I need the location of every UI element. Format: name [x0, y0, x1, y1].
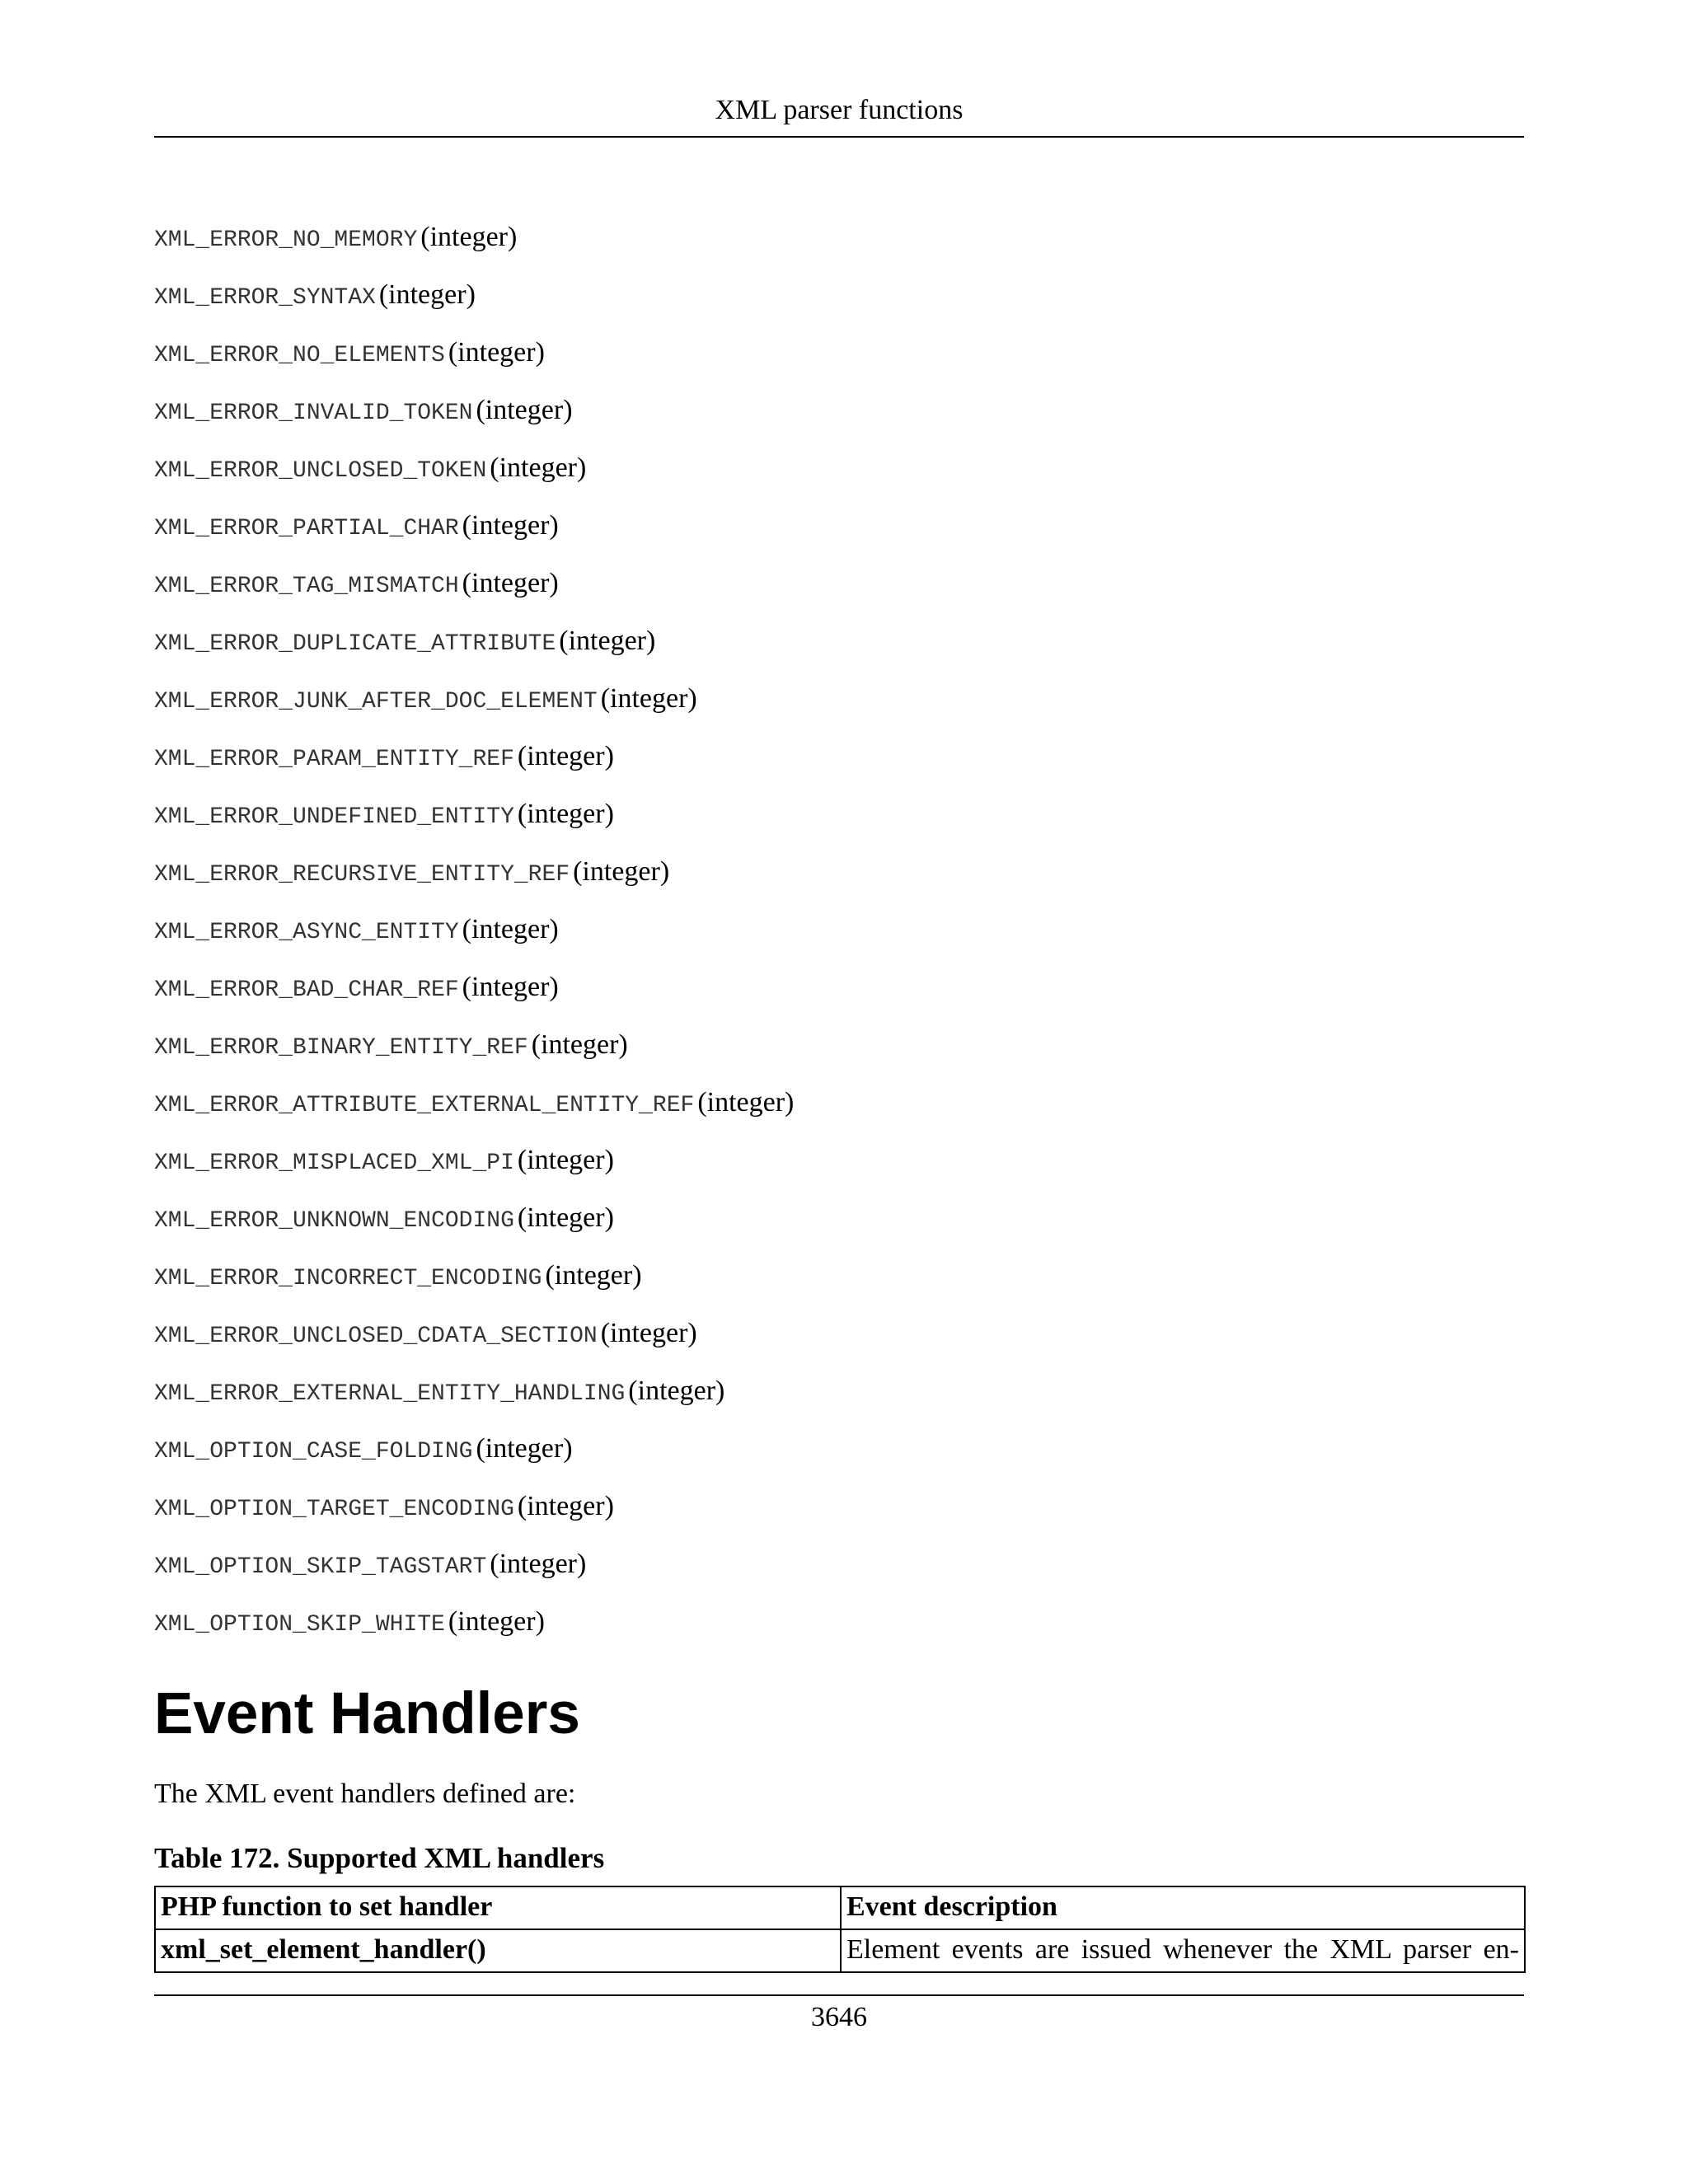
constant-name: XML_ERROR_UNKNOWN_ENCODING: [154, 1208, 514, 1234]
section-heading: Event Handlers: [154, 1681, 580, 1746]
footer-divider: [154, 1994, 1524, 1996]
constant-name: XML_ERROR_INVALID_TOKEN: [154, 401, 473, 426]
constant-name: XML_ERROR_SYNTAX: [154, 285, 376, 311]
constant-item: [154, 735, 1524, 793]
constant-type: (integer): [600, 1318, 697, 1348]
constant-type: (integer): [697, 1087, 795, 1118]
handler-function-cell: xml_set_element_handler(): [155, 1929, 841, 1972]
constant-name: XML_ERROR_DUPLICATE_ATTRIBUTE: [154, 631, 556, 657]
constant-type: (integer): [448, 1606, 545, 1637]
constant-type: (integer): [517, 1202, 614, 1233]
handlers-table: [154, 1886, 1526, 1973]
constant-item: [154, 447, 1524, 504]
constant-type: (integer): [448, 337, 545, 368]
constant-type: (integer): [476, 1433, 573, 1464]
table-row: [155, 1929, 1525, 1972]
constant-type: (integer): [378, 279, 476, 310]
constant-item: [154, 1254, 1524, 1312]
constant-type: (integer): [573, 856, 670, 887]
constant-type: (integer): [420, 222, 518, 252]
constant-item: [154, 1543, 1524, 1601]
constant-item: [154, 966, 1524, 1024]
constant-type: (integer): [490, 452, 587, 483]
constant-item: [154, 1081, 1524, 1139]
constant-name: XML_ERROR_MISPLACED_XML_PI: [154, 1151, 514, 1176]
constant-name: XML_ERROR_ASYNC_ENTITY: [154, 920, 459, 945]
constant-type: (integer): [476, 395, 573, 425]
constant-type: (integer): [517, 1491, 614, 1521]
constant-name: XML_ERROR_TAG_MISMATCH: [154, 574, 459, 599]
constant-name: XML_ERROR_INCORRECT_ENCODING: [154, 1266, 542, 1291]
constant-name: XML_ERROR_RECURSIVE_ENTITY_REF: [154, 862, 570, 888]
constant-item: [154, 1024, 1524, 1081]
constant-name: XML_ERROR_JUNK_AFTER_DOC_ELEMENT: [154, 689, 598, 715]
constant-name: XML_ERROR_ATTRIBUTE_EXTERNAL_ENTITY_REF: [154, 1093, 695, 1118]
constant-name: XML_ERROR_BAD_CHAR_REF: [154, 977, 459, 1003]
constant-type: (integer): [545, 1260, 642, 1291]
constant-item: [154, 1139, 1524, 1197]
table-header-row: [155, 1886, 1525, 1929]
constant-type: (integer): [517, 799, 614, 829]
constant-type: (integer): [490, 1549, 587, 1579]
constant-item: [154, 908, 1524, 966]
constant-item: [154, 851, 1524, 908]
section-intro: The XML event handlers defined are:: [154, 1779, 576, 1809]
page-number: 3646: [811, 2002, 867, 2032]
constant-name: XML_ERROR_NO_ELEMENTS: [154, 343, 445, 368]
column-header-function: PHP function to set handler: [155, 1886, 841, 1929]
constant-name: XML_ERROR_UNCLOSED_TOKEN: [154, 458, 487, 484]
constant-type: (integer): [462, 972, 559, 1002]
constant-name: XML_OPTION_CASE_FOLDING: [154, 1439, 473, 1465]
constant-item: [154, 1370, 1524, 1427]
constant-name: XML_ERROR_NO_MEMORY: [154, 227, 418, 253]
table-caption: Table 172. Supported XML handlers: [154, 1842, 605, 1874]
constant-type: (integer): [517, 1145, 614, 1175]
constant-item: [154, 1427, 1524, 1485]
constant-name: XML_OPTION_SKIP_TAGSTART: [154, 1554, 487, 1580]
constant-name: XML_OPTION_TARGET_ENCODING: [154, 1497, 514, 1522]
constant-type: (integer): [462, 568, 559, 598]
handler-description-cell: Element events are issued whenever the XML parser en-: [841, 1929, 1525, 1972]
constant-item: [154, 793, 1524, 851]
constant-name: XML_ERROR_PARAM_ENTITY_REF: [154, 747, 514, 772]
constant-name: XML_ERROR_PARTIAL_CHAR: [154, 516, 459, 541]
constant-item: [154, 1197, 1524, 1254]
constant-type: (integer): [531, 1029, 628, 1060]
constant-item: [154, 1485, 1524, 1543]
page-header-title: XML parser functions: [715, 95, 964, 125]
constant-type: (integer): [600, 683, 697, 714]
constant-name: XML_ERROR_EXTERNAL_ENTITY_HANDLING: [154, 1381, 626, 1407]
constant-name: XML_ERROR_BINARY_ENTITY_REF: [154, 1035, 528, 1061]
constant-type: (integer): [462, 510, 559, 541]
constant-type: (integer): [517, 741, 614, 771]
constant-item: [154, 504, 1524, 562]
column-header-description: Event description: [841, 1886, 1525, 1929]
constant-item: [154, 1601, 1524, 1658]
constant-item: [154, 620, 1524, 677]
constant-type: (integer): [559, 626, 656, 656]
constant-name: XML_ERROR_UNCLOSED_CDATA_SECTION: [154, 1324, 598, 1349]
constant-item: [154, 562, 1524, 620]
constant-item: [154, 677, 1524, 735]
constant-item: [154, 216, 1524, 274]
constant-name: XML_ERROR_UNDEFINED_ENTITY: [154, 804, 514, 830]
constant-name: XML_OPTION_SKIP_WHITE: [154, 1612, 445, 1638]
constant-item: [154, 1312, 1524, 1370]
constant-item: [154, 389, 1524, 447]
constant-type: (integer): [628, 1376, 725, 1406]
constant-item: [154, 331, 1524, 389]
constant-item: [154, 274, 1524, 331]
constant-type: (integer): [462, 914, 559, 944]
constants-list: [154, 216, 1524, 1658]
header-divider: [154, 136, 1524, 138]
